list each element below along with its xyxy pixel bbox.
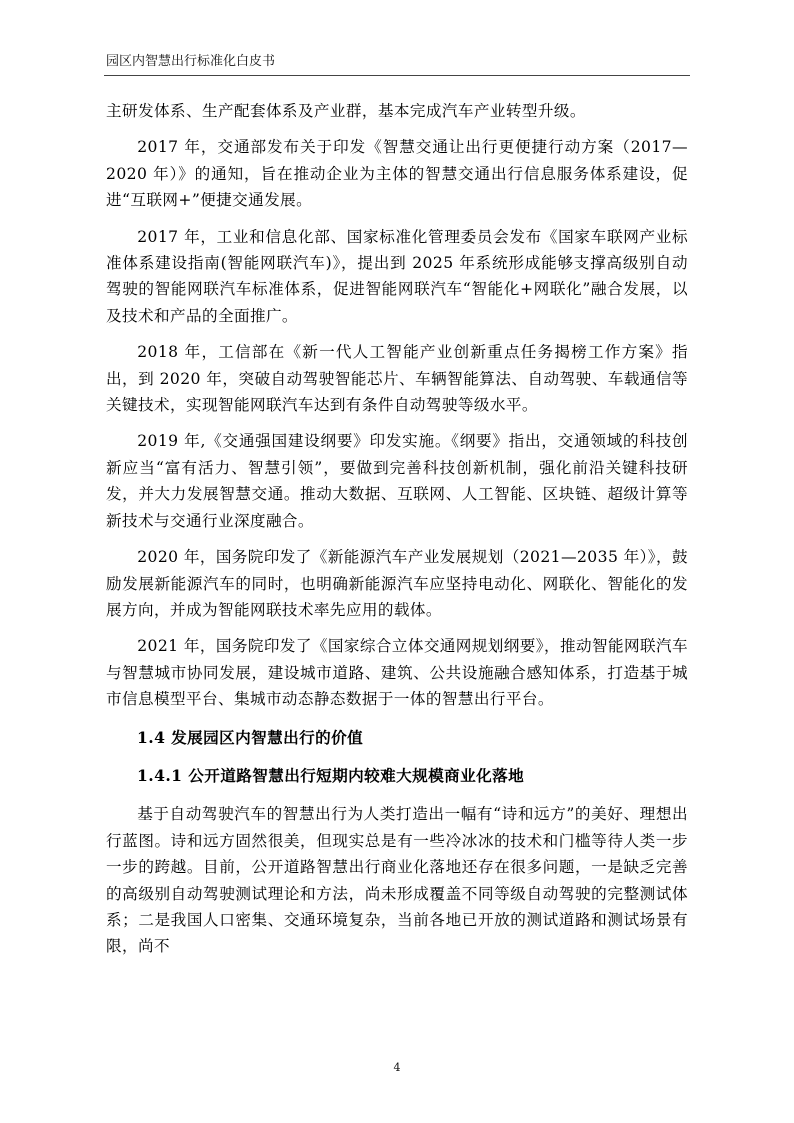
paragraph: 2018 年，工信部在《新一代人工智能产业创新重点任务揭榜工作方案》指出，到 2020 年，突破自动驾驶智能芯片、车辆智能算法、自动驾驶、车载通信等关键技术，实现智能网联汽车达到有条件自动驾驶等级水平。 [106, 343, 688, 415]
page-header-title: 园区内智慧出行标准化白皮书 [106, 54, 276, 69]
paragraph: 2017 年，工业和信息化部、国家标准化管理委员会发布《国家车联网产业标准体系建设指南(智能网联汽车)》，提出到 2025 年系统形成能够支撑高级别自动驾驶的智能网联汽车标准体系，促进智能网联汽车“智能化+网联化”融合发展，以及技术和产品的全面推广。 [106, 227, 688, 325]
header-divider [104, 75, 690, 76]
paragraph: 2020 年，国务院印发了《新能源汽车产业发展规划（2021—2035 年）》，鼓励发展新能源汽车的同时，也明确新能源汽车应坚持电动化、网联化、智能化的发展方向，并成为智能网联技术率先应用的载体。 [106, 548, 688, 619]
paragraph: 基于自动驾驶汽车的智慧出行为人类打造出一幅有“诗和远方”的美好、理想出行蓝图。诗和远方固然很美，但现实总是有一些冷冰冰的技术和门槛等待人类一步一步的跨越。目前，公开道路智慧出行商业化落地还存在很多问题，一是缺乏完善的高级别自动驾驶测试理论和方法，尚未形成覆盖不同等级自动驾驶的完整测试体系；二是我国人口密集、交通环境复杂，当前各地已开放的测试道路和测试场景有限，尚不 [106, 805, 688, 956]
page-number: 4 [393, 1061, 401, 1074]
document-body [106, 98, 688, 970]
paragraph-continuation: 主研发体系、生产配套体系及产业群，基本完成汽车产业转型升级。 [106, 102, 586, 120]
subsection-heading: 1.4.1 公开道路智慧出行短期内较难大规模商业化落地 [137, 765, 525, 785]
paragraph: 2021 年，国务院印发了《国家综合立体交通网规划纲要》，推动智能网联汽车与智慧城市协同发展，建设城市道路、建筑、公共设施融合感知体系，打造基于城市信息模型平台、集城市动态静态数据于一体的智慧出行平台。 [106, 637, 688, 709]
paragraph: 2019 年,《交通强国建设纲要》印发实施。《纲要》指出，交通领域的科技创新应当“富有活力、智慧引领”，要做到完善科技创新机制，强化前沿关键科技研发，并大力发展智慧交通。推动大数据、互联网、人工智能、区块链、超级计算等新技术与交通行业深度融合。 [106, 432, 688, 530]
paragraph: 2017 年，交通部发布关于印发《智慧交通让出行更便捷行动方案（2017—2020 年）》的通知，旨在推动企业为主体的智慧交通出行信息服务体系建设，促进“互联网+”便捷交通发展。 [106, 138, 688, 210]
section-heading: 1.4 发展园区内智慧出行的价值 [137, 727, 364, 747]
